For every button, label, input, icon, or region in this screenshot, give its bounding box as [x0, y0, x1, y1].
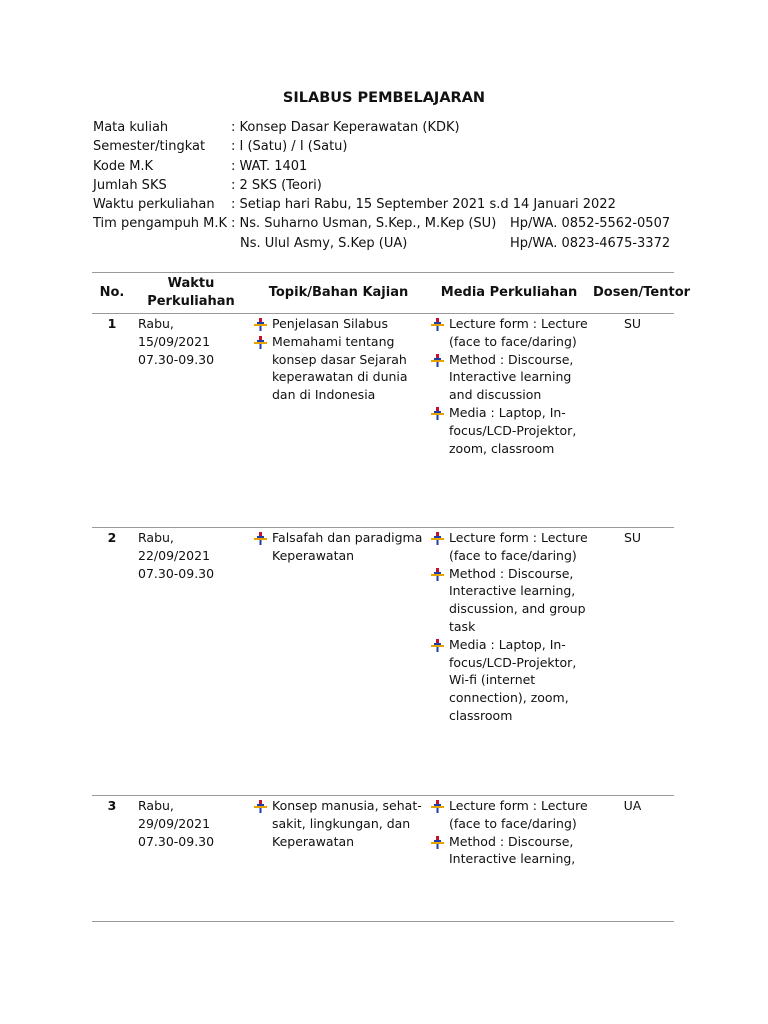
- document-title: SILABUS PEMBELAJARAN: [282, 90, 486, 106]
- media-item: Lecture form : Lecture (face to face/daring): [429, 797, 589, 833]
- pin-bullet-icon: [431, 836, 444, 849]
- media-item: Method : Discourse, Interactive learning and discussion: [429, 351, 589, 404]
- row-topics: [250, 528, 427, 796]
- pin-bullet-icon: [431, 318, 444, 331]
- table-row: [92, 796, 674, 922]
- row-media: [427, 796, 591, 922]
- waktu-value: : Setiap hari Rabu, 15 September 2021 s.d 14 Januari 2022: [231, 197, 616, 213]
- media-item: Lecture form : Lecture (face to face/daring): [429, 315, 589, 351]
- topic-item: Penjelasan Silabus: [252, 315, 425, 333]
- pin-bullet-icon: [254, 336, 267, 349]
- header-no: No.: [92, 273, 132, 314]
- row-date: 29/09/2021: [138, 815, 211, 831]
- row-date: 15/09/2021: [138, 333, 211, 349]
- pin-bullet-icon: [431, 354, 444, 367]
- row-topics: [250, 314, 427, 528]
- header-media: Media Perkuliahan: [427, 273, 591, 314]
- syllabus-table: [92, 272, 691, 922]
- row-dosen: SU: [591, 314, 674, 528]
- tim-label: Tim pengampuh M.K: [93, 216, 228, 232]
- mata-kuliah-label: Mata kuliah: [93, 120, 169, 135]
- sks-value: : 2 SKS (Teori): [231, 177, 322, 193]
- row-time: 07.30-09.30: [138, 833, 215, 849]
- topic-item: Memahami tentang konsep dasar Sejarah keperawatan di dunia dan di Indonesia: [252, 333, 425, 404]
- topic-item: Falsafah dan paradigma Keperawatan: [252, 529, 425, 565]
- media-item: Media : Laptop, In-focus/LCD-Projektor, zoom, classroom: [429, 404, 589, 457]
- row-day: Rabu,: [138, 798, 174, 813]
- semester-value: : I (Satu) / I (Satu): [231, 139, 348, 155]
- media-item: Method : Discourse, Interactive learning, discussion, and group task: [429, 565, 589, 636]
- sks-label: Jumlah SKS: [93, 177, 167, 193]
- row-topics: [250, 796, 427, 922]
- tim-phone-2: Hp/WA. 0823-4675-3372: [510, 235, 671, 251]
- semester-label: Semester/tingkat: [93, 139, 206, 155]
- pin-bullet-icon: [431, 800, 444, 813]
- tim-phone-1: Hp/WA. 0852-5562-0507: [510, 216, 671, 232]
- tim-value-2: Ns. Ulul Asmy, S.Kep (UA): [240, 235, 408, 251]
- kode-value: : WAT. 1401: [231, 158, 308, 174]
- media-item: Method : Discourse, Interactive learning,: [429, 833, 589, 869]
- pin-bullet-icon: [431, 407, 444, 420]
- row-number: 2: [92, 528, 132, 796]
- pin-bullet-icon: [431, 639, 444, 652]
- waktu-label: Waktu perkuliahan: [93, 197, 215, 213]
- media-item: Media : Laptop, In-focus/LCD-Projektor, Wi-fi (internet connection), zoom, classroom: [429, 636, 589, 725]
- header-dosen: Dosen/Tentor: [591, 273, 674, 314]
- row-media: [427, 528, 591, 796]
- row-day: Rabu,: [138, 530, 174, 545]
- row-schedule: [132, 314, 250, 528]
- header-topik: Topik/Bahan Kajian: [250, 273, 427, 314]
- pin-bullet-icon: [431, 532, 444, 545]
- topic-item: Konsep manusia, sehat-sakit, lingkungan, dan Keperawatan: [252, 797, 425, 850]
- row-time: 07.30-09.30: [138, 565, 215, 581]
- row-schedule: [132, 796, 250, 922]
- row-dosen: UA: [591, 796, 674, 922]
- row-schedule: [132, 528, 250, 796]
- mata-kuliah-value: : Konsep Dasar Keperawatan (KDK): [231, 120, 460, 135]
- tim-value-1: : Ns. Suharno Usman, S.Kep., M.Kep (SU): [231, 216, 497, 232]
- table-header-row: [92, 273, 674, 314]
- header-waktu: Waktu Perkuliahan: [132, 273, 250, 314]
- pin-bullet-icon: [254, 318, 267, 331]
- pin-bullet-icon: [431, 568, 444, 581]
- row-date: 22/09/2021: [138, 547, 211, 563]
- media-item: Lecture form : Lecture (face to face/daring): [429, 529, 589, 565]
- pin-bullet-icon: [254, 532, 267, 545]
- kode-label: Kode M.K: [93, 158, 154, 174]
- row-number: 3: [92, 796, 132, 922]
- row-time: 07.30-09.30: [138, 351, 215, 367]
- row-number: 1: [92, 314, 132, 528]
- row-dosen: SU: [591, 528, 674, 796]
- table-row: [92, 314, 674, 528]
- pin-bullet-icon: [254, 800, 267, 813]
- row-day: Rabu,: [138, 316, 174, 331]
- row-media: [427, 314, 591, 528]
- table-row: [92, 528, 674, 796]
